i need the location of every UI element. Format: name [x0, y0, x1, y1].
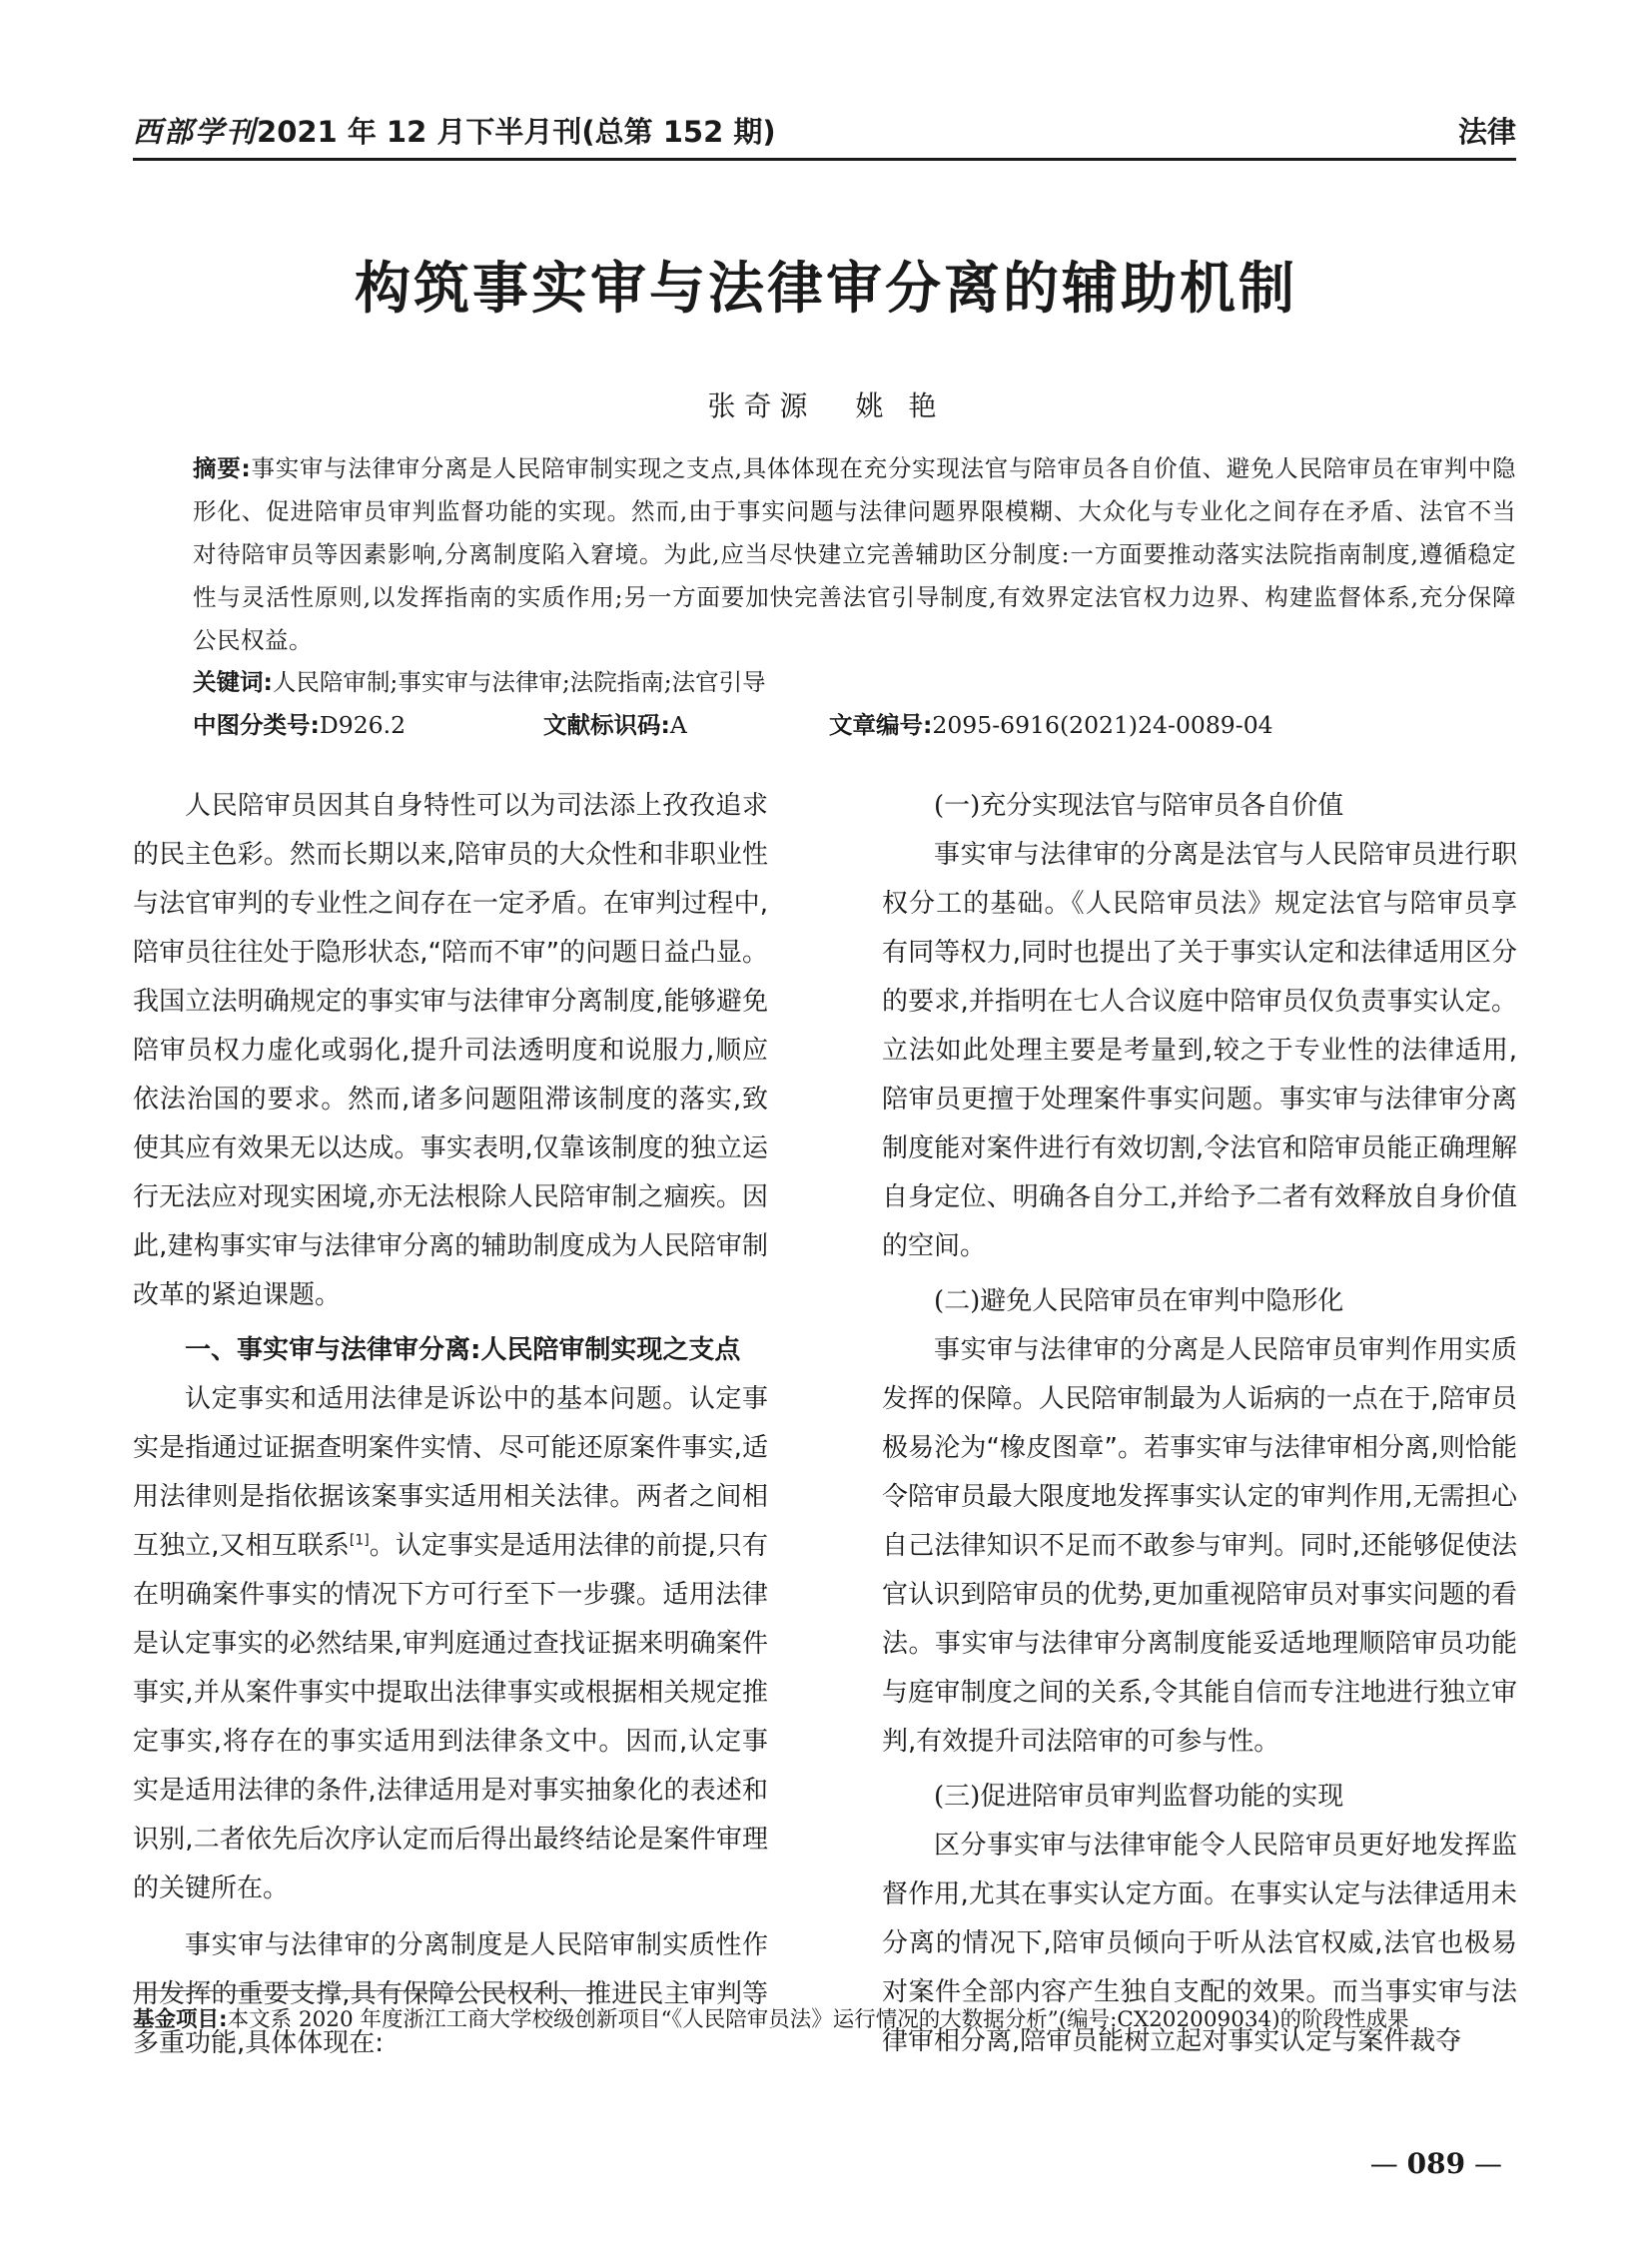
page-number: — 089 — — [1369, 2147, 1502, 2180]
author-name: 张奇源 — [707, 389, 816, 422]
journal-issue-line — [133, 110, 776, 151]
author-list — [0, 384, 1652, 424]
clc-number: 中图分类号:D926.2 — [193, 711, 407, 739]
body-paragraph: 认定事实和适用法律是诉讼中的基本问题。认定事实是指通过证据查明案件实情、尽可能还原案件事实,适用法律则是指依据该案事实适用相关法律。两者之间相互独立,又相互联系[1]。认定事实是适用法律的前提,只有在明确案件事实的情况下方可行至下一步骤。适用法律是认定事实的必然结果,审判庭通过查找证据来明确案件事实,并从案件事实中提取出法律事实或根据相关规定推定事实,将存在的事实适用到法律条文中。因而,认定事实是适用法律的条件,法律适用是对事实抽象化的表述和识别,二者依先后次序认定而后得出最终结论是案件审理的关键所在。 — [133, 1384, 769, 1903]
citation-ref: [1] — [349, 1532, 370, 1549]
article-title: 构筑事实审与法律审分离的辅助机制 — [355, 257, 1297, 322]
body-paragraph: 区分事实审与法律审能令人民陪审员更好地发挥监督作用,尤其在事实认定方面。在事实认定与法律适用未分离的情况下,陪审员倾向于听从法官权威,法官也极易对案件全部内容产生独自支配的效果。而当事实审与法律审相分离,陪审员能树立起对事实认定与案件裁夺 — [882, 1831, 1517, 2056]
abstract-label: 摘要: — [193, 454, 252, 482]
article-number: 文章编号:2095-6916(2021)24-0089-04 — [829, 711, 1273, 739]
keywords-label: 关键词: — [193, 668, 273, 696]
subsection-heading: (二)避免人民陪审员在审判中隐形化 — [934, 1286, 1344, 1316]
header-divider — [133, 158, 1516, 161]
subsection-heading: (三)促进陪审员审判监督功能的实现 — [934, 1782, 1344, 1812]
author-name: 姚 艳 — [855, 389, 945, 422]
section-label: 法律 — [1457, 115, 1516, 149]
issue-info: 2021 年 12 月下半月刊(总第 152 期) — [257, 115, 776, 149]
footnote-text: 本文系 2020 年度浙江工商大学校级创新项目“《人民陪审员法》运行情况的大数据分析”(编号:CX202009034)的阶段性成果 — [227, 2007, 1409, 2032]
document-code: 文献标识码:A — [543, 711, 687, 739]
body-paragraph: 事实审与法律审的分离制度是人民陪审制实质性作用发挥的重要支撑,具有保障公民权利、推进民主审判等多重功能,具体体现在: — [133, 1930, 768, 2058]
footnote-divider — [133, 1990, 608, 1991]
body-paragraph: 事实审与法律审的分离是人民陪审员审判作用实质发挥的保障。人民陪审制最为人诟病的一点在于,陪审员极易沦为“橡皮图章”。若事实审与法律审相分离,则恰能令陪审员最大限度地发挥事实认定的审判作用,无需担心自己法律知识不足而不敢参与审判。同时,还能够促使法官认识到陪审员的优势,更加重视陪审员对事实问题的看法。事实审与法律审分离制度能妥适地理顺陪审员功能与庭审制度之间的关系,令其能自信而专注地进行独立审判,有效提升司法陪审的可参与性。 — [882, 1335, 1517, 1757]
body-paragraph: 人民陪审员因其自身特性可以为司法添上孜孜追求的民主色彩。然而长期以来,陪审员的大众性和非职业性与法官审判的专业性之间存在一定矛盾。在审判过程中,陪审员往往处于隐形状态,“陪而不审”的问题日益凸显。我国立法明确规定的事实审与法律审分离制度,能够避免陪审员权力虚化或弱化,提升司法透明度和说服力,顺应依法治国的要求。然而,诸多问题阻滞该制度的落实,致使其应有效果无以达成。事实表明,仅靠该制度的独立运行无法应对现实困境,亦无法根除人民陪审制之痼疾。因此,建构事实审与法律审分离的辅助制度成为人民陪审制改革的紧迫课题。 — [133, 791, 768, 1310]
subsection-heading: (一)充分实现法官与陪审员各自价值 — [934, 791, 1344, 821]
keywords-text: 人民陪审制;事实审与法律审;法院指南;法官引导 — [272, 668, 766, 696]
abstract-text: 事实审与法律审分离是人民陪审制实现之支点,具体体现在充分实现法官与陪审员各自价值、避免人民陪审员在审判中隐形化、促进陪审员审判监督功能的实现。然而,由于事实问题与法律问题界限模糊、大众化与专业化之间存在矛盾、法官不当对待陪审员等因素影响,分离制度陷入窘境。为此,应当尽快建立完善辅助区分制度:一方面要推动落实法院指南制度,遵循稳定性与灵活性原则,以发挥指南的实质作用;另一方面要加快完善法官引导制度,有效界定法官权力边界、构建监督体系,充分保障公民权益。 — [193, 454, 1517, 654]
section-heading: 一、事实审与法律审分离:人民陪审制实现之支点 — [185, 1335, 741, 1365]
keywords — [193, 661, 1516, 704]
running-header — [133, 110, 1516, 160]
body-column-left — [133, 782, 768, 2068]
body-paragraph: 事实审与法律审的分离是法官与人民陪审员进行职权分工的基础。《人民陪审员法》规定法官与陪审员享有同等权力,同时也提出了关于事实认定和法律适用区分的要求,并指明在七人合议庭中陪审员仅负责事实认定。立法如此处理主要是考量到,较之于专业性的法律适用,陪审员更擅于处理案件事实问题。事实审与法律审分离制度能对案件进行有效切割,令法官和陪审员能正确理解自身定位、明确各自分工,并给予二者有效释放自身价值的空间。 — [882, 840, 1517, 1261]
funding-footnote — [133, 2000, 1516, 2040]
journal-logo: 西部学刊 — [133, 115, 258, 149]
abstract — [193, 447, 1516, 662]
footnote-label: 基金项目: — [133, 2007, 228, 2032]
body-column-right — [882, 782, 1517, 2066]
